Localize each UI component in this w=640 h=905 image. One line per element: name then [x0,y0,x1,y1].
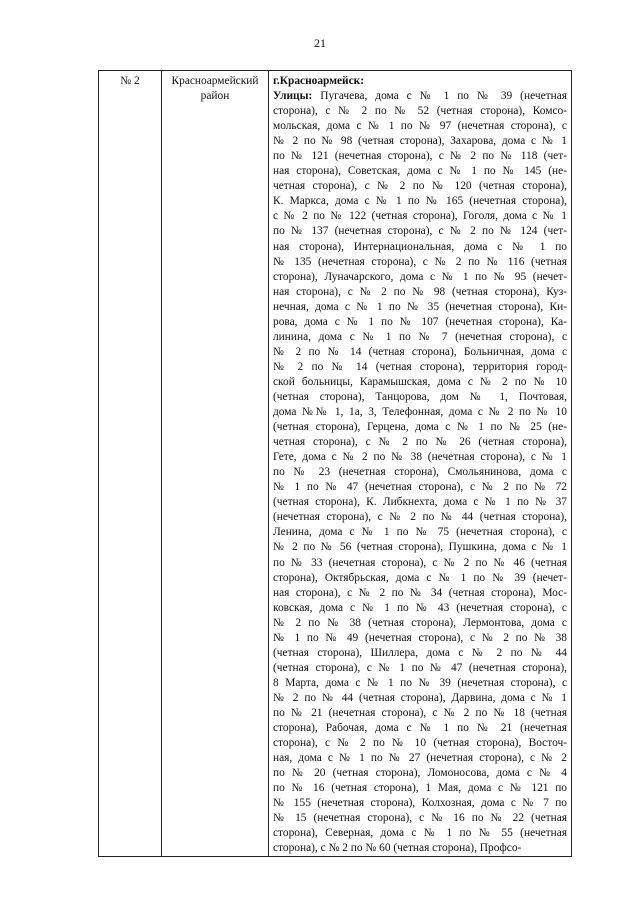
text-line-content: (четная сторона), Шиллера, дома с № 2 по № 44 [273,646,567,659]
text-line-content: рова, дома с № 1 по № 107 (нечетная сторона), Ка- [273,315,567,328]
text-line [273,781,567,796]
text-line [273,390,567,405]
text-line-content: по № 121 (нечетная сторона), с № 2 по № 118 (чет- [273,150,567,163]
text-line [273,826,567,841]
text-line [273,450,567,465]
text-line-content: ная сторона), Интернациональная, дома с № 1 по [273,240,567,253]
text-line-content: № 2 по № 98 (четная сторона), Захарова, дома с № 1 [273,135,567,148]
text-line-content: (четная сторона), Герцена, дома с № 1 по № 25 (не- [273,421,567,434]
text-line [273,510,567,525]
text-line [273,179,567,194]
text-line-content: Ленина, дома с № 1 по № 75 (нечетная сторона), с [273,526,567,539]
text-line [273,495,567,510]
text-line-content: нечная, дома с № 1 по № 35 (нечетная сторона), Ки- [273,300,567,313]
text-line-content: (четная сторона), с № 1 по № 47 (нечетная сторона), [273,661,567,674]
text-line [273,601,567,616]
text-line [273,240,567,255]
table-row [99,71,572,857]
text-line [273,616,567,631]
text-line-content: № 2 по № 44 (четная сторона), Дарвина, дома с № 1 [273,691,567,704]
addresses-cell [269,71,572,857]
text-line-content: 8 Марта, дома с № 1 по № 39 (нечетная сторона), с [273,676,567,689]
text-line [273,375,567,390]
text-line [273,405,567,420]
text-line-content: № 155 (нечетная сторона), Колхозная, дома с № 7 по [273,797,567,810]
text-line [273,766,567,781]
text-line [273,646,567,661]
text-line [273,285,567,300]
text-line-content: по № 21 (нечетная сторона), с № 2 по № 18 (четная [273,706,567,719]
text-line-content: (четная сторона), К. Либкнехта, дома с № 1 по № 37 [273,496,567,509]
text-line-content: сторона), Луначарского, дома с № 1 по № 95 (нечет- [273,270,567,283]
text-line [273,480,567,495]
district-cell: Красноармейский район [162,71,269,857]
text-line [273,721,567,736]
text-line-content: № 135 (нечетная сторона), с № 2 по № 116 (четная [273,255,567,268]
text-line [273,736,567,751]
row-number-cell: № 2 [99,71,162,857]
text-line-content: ная сторона), Советская, дома с № 1 по № 145 (не- [273,165,567,178]
city-name: г.Красноармейск: [273,75,364,87]
text-line-content: сторона), с № 2 по № 10 (четная сторона), Восточ- [273,737,567,750]
text-line [273,796,567,811]
text-line-content: мольская, дома с № 1 по № 97 (нечетная сторона), с [273,120,567,133]
text-line-content: ской больницы, Карамышская, дома с № 2 по № 10 [273,375,567,388]
text-line-content: четная сторона), с № 2 по № 120 (четная сторона), [273,180,567,193]
text-line [273,119,567,134]
text-line-content: № 2 по № 38 (четная сторона), Лермонтова, дома с [273,616,567,629]
text-line [273,751,567,766]
text-line-content: № 15 (нечетная сторона), с № 16 по № 22 (четная [273,812,567,825]
text-line-content: (четная сторона), Танцорова, дом № 1, Почтовая, [273,390,567,403]
text-line-content: Гете, дома с № 2 по № 38 (нечетная сторона), с № 1 [273,451,567,464]
streets-label: Улицы: [273,90,313,103]
text-line [273,420,567,435]
text-line-content: по № 137 (нечетная сторона), с № 2 по № 124 (чет- [273,225,567,238]
text-line-content: ная, дома с № 1 по № 27 (нечетная сторона), с № 2 [273,752,567,765]
text-line [273,104,567,119]
text-line-content: дома №№ 1, 1а, 3, Телефонная, дома с № 2 по № 10 [273,406,567,419]
text-line-content: по № 33 (нечетная сторона), с № 2 по № 46 (четная [273,556,567,569]
text-line [273,224,567,239]
text-line [273,631,567,646]
address-table [98,70,572,857]
text-line [273,465,567,480]
text-line-content: Пугачева, дома с № 1 по № 39 (нечетная [312,90,567,103]
text-line-content: ная сторона), с № 2 по № 34 (четная сторона), Мос- [273,586,567,599]
text-line [273,435,567,450]
text-line-content: сторона), Рабочая, дома с № 1 по № 21 (нечетная [273,722,567,735]
text-line-content: сторона), с № 2 по № 60 (четная сторона), Профсо- [273,842,522,855]
text-line [273,149,567,164]
text-line [273,360,567,375]
text-line [273,134,567,149]
text-line [273,209,567,224]
text-line [273,315,567,330]
text-line [273,691,567,706]
street-list [273,89,567,856]
text-line-content: по № 16 (четная сторона), 1 Мая, дома с № 121 по [273,782,567,795]
text-line [273,676,567,691]
text-line [273,586,567,601]
text-line [273,571,567,586]
text-line-content: линина, дома с № 1 по № 7 (нечетная сторона), с [273,330,567,343]
text-line-content: № 1 по № 47 (нечетная сторона), с № 2 по № 72 [273,481,567,494]
text-line [273,841,567,856]
text-line-content: с № 2 по № 122 (четная сторона), Гоголя, дома с № 1 [273,210,567,223]
text-line [273,706,567,721]
text-line-content: четная сторона), с № 2 по № 26 (четная сторона), [273,436,567,449]
text-line [273,194,567,209]
text-line [273,164,567,179]
text-line-content: по № 23 (нечетная сторона), Смольянинова, дома с [273,466,567,479]
text-line [273,661,567,676]
text-line-content: сторона), Северная, дома с № 1 по № 55 (нечетная [273,827,567,840]
text-line-content: (нечетная сторона), с № 2 по № 44 (четная сторона), [273,511,567,524]
text-line [273,525,567,540]
text-line [273,345,567,360]
text-line-content: № 1 по № 49 (нечетная сторона), с № 2 по № 38 [273,631,567,644]
text-line-content: ковская, дома с № 1 по № 43 (нечетная сторона), с [273,601,567,614]
text-line-content: № 2 по № 14 (четная сторона), территория город- [273,360,567,373]
text-line [273,300,567,315]
text-line [273,89,567,104]
page-number: 21 [314,36,326,50]
text-line-content: К. Маркса, дома с № 1 по № 165 (нечетная сторона), [273,195,567,208]
text-line [273,270,567,285]
text-line-content: сторона), с № 2 по № 52 (четная сторона), Комсо- [273,105,567,118]
text-line-content: ная сторона), с № 2 по № 98 (четная сторона), Куз- [273,285,567,298]
text-line-content: сторона), Октябрьская, дома с № 1 по № 39 (нечет- [273,571,567,584]
text-line [273,540,567,555]
text-line [273,330,567,345]
text-line-content: по № 20 (четная сторона), Ломоносова, дома с № 4 [273,767,567,780]
text-line-content: № 2 по № 56 (четная сторона), Пушкина, дома с № 1 [273,541,567,554]
text-line [273,556,567,571]
text-line [273,811,567,826]
text-line-content: № 2 по № 14 (четная сторона), Больничная, дома с [273,345,567,358]
text-line [273,255,567,270]
